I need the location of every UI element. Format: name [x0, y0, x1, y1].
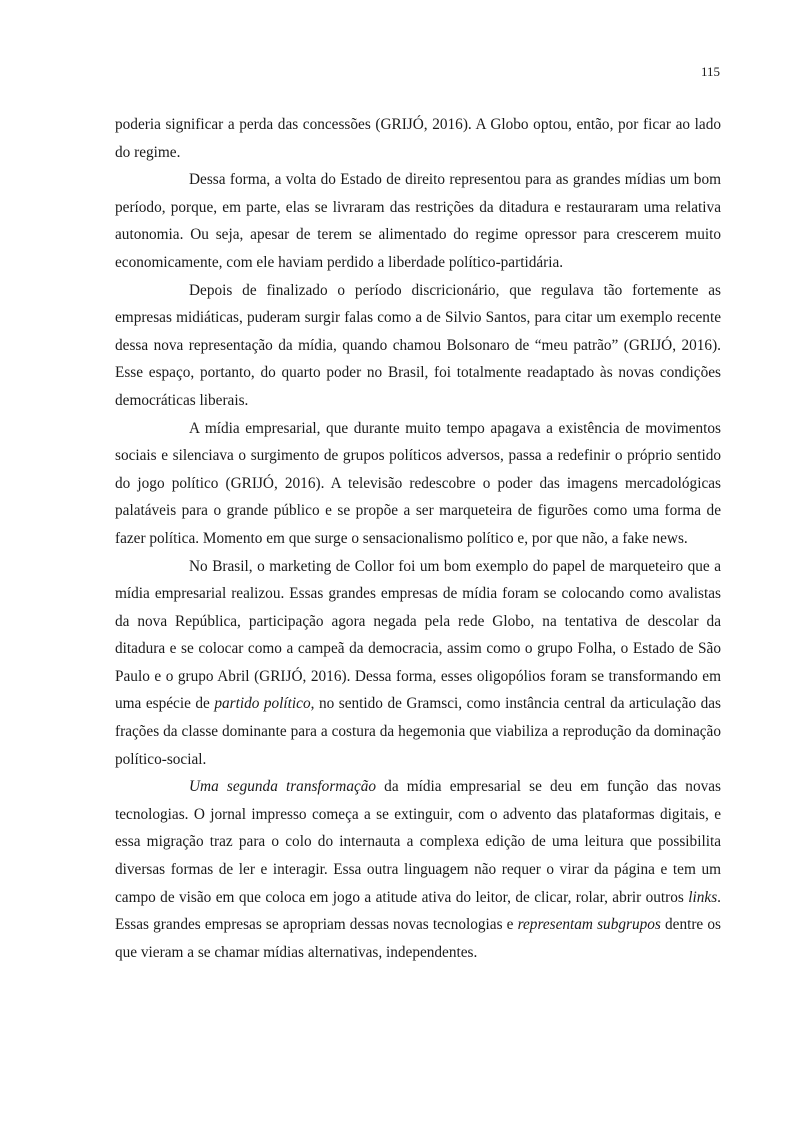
text-run: . Essas grandes empresas se apropriam dessas novas tecnologias e: [115, 888, 721, 934]
text-run: A mídia empresarial, que durante muito tempo apagava a existência de movimentos sociais e silenciava o surgimento de grupos políticos adversos, passa a redefinir o próprio sentido do jogo político (GRIJÓ, 2016). A televisão redescobre o poder das imagens mercadológicas palatáveis para o grande público e se propõe a ser marqueteira de figurões como uma forma de fazer política. Momento em que surge o sensacionalismo político e, por que não, a fake news.: [115, 419, 721, 547]
paragraph-2: [115, 166, 721, 276]
text-run: , no sentido de Gramsci, como instância central da articulação das frações da classe dominante para a costura da hegemonia que viabiliza a reprodução da dominação político-social.: [115, 695, 722, 768]
text-run: Depois de finalizado o período discricionário, que regulava tão fortemente as empresas midiáticas, puderam surgir falas como a de Silvio Santos, para citar um exemplo recente dessa nova representação da mídia, quando chamou Bolsonaro de “meu patrão” (GRIJÓ, 2016). Esse espaço, portanto, do quarto poder no Brasil, foi totalmente readaptado às novas condições democráticas liberais.: [115, 281, 721, 409]
text-run: da mídia empresarial se deu em função das novas tecnologias. O jornal impresso começa a se extinguir, com o advento das plataformas digitais, e essa migração traz para o colo do internauta a complexa edição de uma leitura que possibilita diversas formas de ler e interagir. Essa outra linguagem não requer o virar da página e tem um campo de visão em que coloca em jogo a atitude ativa do leitor, de clicar, rolar, abrir outros: [115, 778, 721, 906]
paragraph-1: [115, 111, 721, 166]
body-text: [115, 111, 721, 966]
italic-term: Uma segunda transformação: [189, 778, 377, 796]
text-run: No Brasil, o marketing de Collor foi um bom exemplo do papel de marqueteiro que a mídia empresarial realizou. Essas grandes empresas de mídia foram se colocando como avalistas da nova República, participação agora negada pela rede Globo, na tentativa de descolar da ditadura e se colocar como a campeã da democracia, assim como o grupo Folha, o Estado de São Paulo e o grupo Abril (GRIJÓ, 2016). Dessa forma, esses oligopólios foram se transformando em uma espécie de: [115, 557, 721, 713]
page-number: 115: [700, 64, 720, 79]
paragraph-3: [115, 277, 721, 415]
italic-term: links: [688, 888, 718, 906]
paragraph-5: [115, 553, 721, 774]
text-run: poderia significar a perda das concessões (GRIJÓ, 2016). A Globo optou, então, por ficar ao lado do regime.: [115, 116, 721, 161]
text-run: Dessa forma, a volta do Estado de direito representou para as grandes mídias um bom período, porque, em parte, elas se livraram das restrições da ditadura e restauraram uma relativa autonomia. Ou seja, apesar de terem se alimentado do regime opressor para crescerem muito economicamente, com ele haviam perdido a liberdade político-partidária.: [115, 171, 721, 271]
italic-term: partido político: [214, 695, 311, 713]
paragraph-6: [115, 773, 721, 966]
italic-term: representam subgrupos: [517, 916, 661, 934]
text-run: dentre os que vieram a se chamar mídias alternativas, independentes.: [115, 916, 721, 961]
paragraph-4: [115, 415, 721, 553]
